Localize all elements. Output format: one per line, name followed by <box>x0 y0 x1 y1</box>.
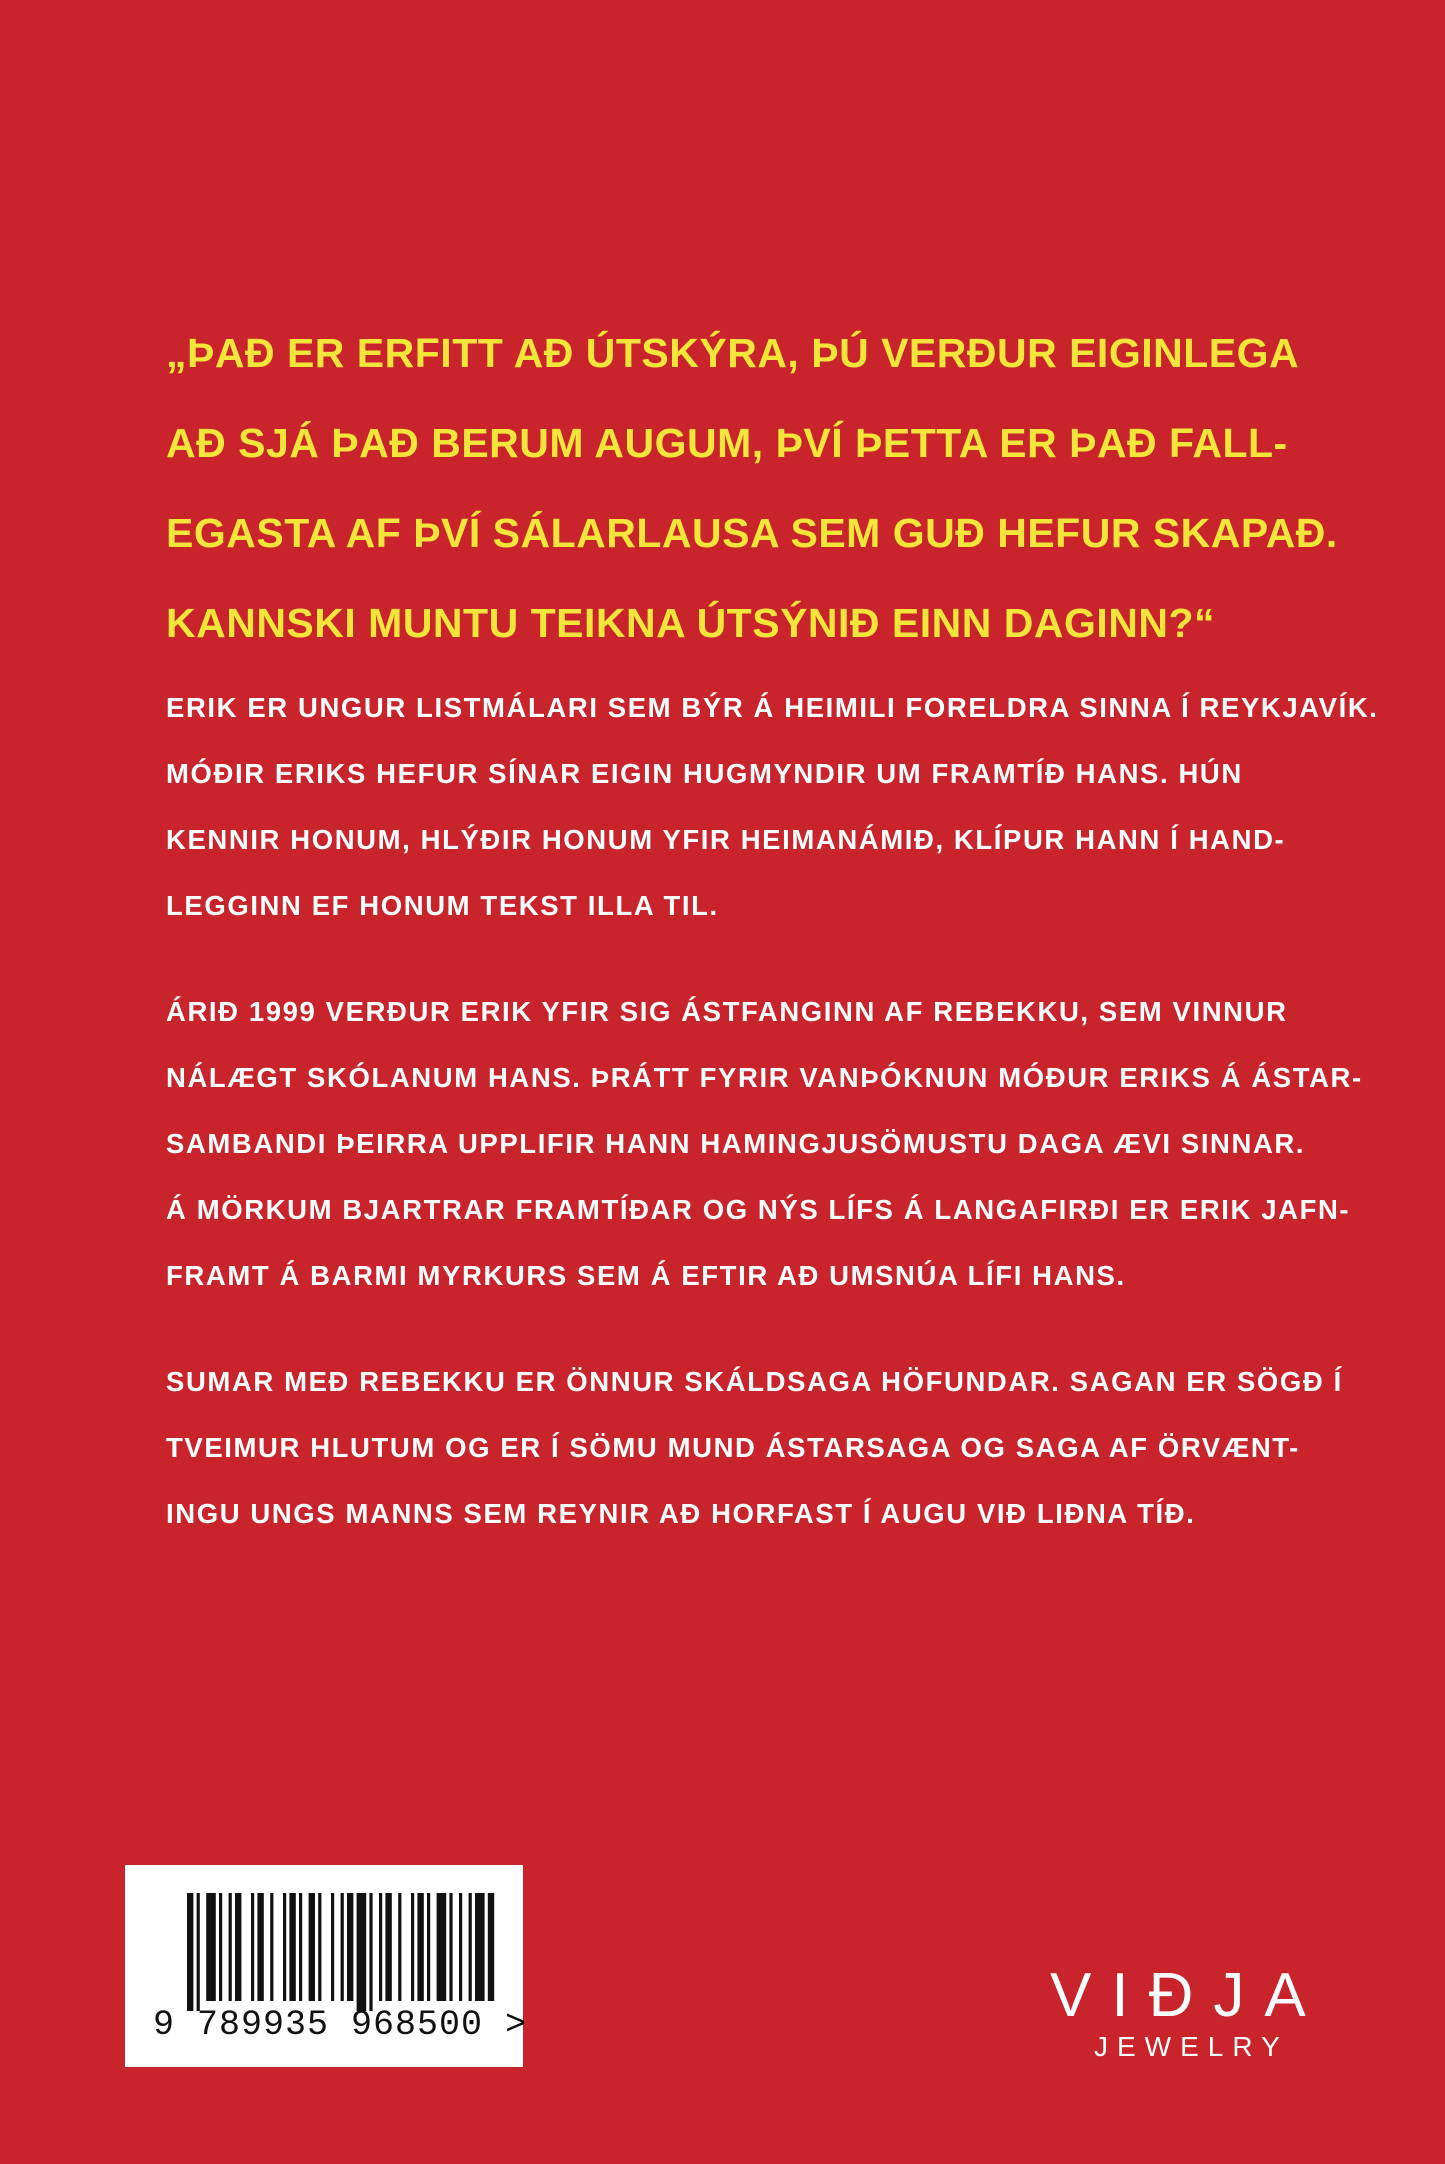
barcode-bar <box>475 1893 485 2001</box>
barcode-bar <box>379 1893 382 2001</box>
barcode-bar <box>341 1893 344 2001</box>
barcode-bar <box>398 1893 401 2001</box>
barcode-bar <box>187 1893 193 2011</box>
barcode-bar <box>219 1893 222 2001</box>
barcode-bar <box>299 1893 302 2001</box>
blurb-line: Á MÖRKUM BJARTRAR FRAMTÍÐAR OG NÝS LÍFS Á LANGAFIRÐI ER ERIK JAFN- <box>166 1194 1351 1225</box>
isbn-number: 9 789935 968500 > <box>153 2005 528 2045</box>
barcode-bar <box>289 1893 295 2001</box>
quote-line: EGASTA AF ÞVÍ SÁLARLAUSA SEM GUÐ HEFUR SKAPAÐ. <box>166 510 1338 556</box>
barcode-bar <box>251 1893 254 2001</box>
blurb-line: NÁLÆGT SKÓLANUM HANS. ÞRÁTT FYRIR VANÞÓKNUN MÓÐUR ERIKS Á ÁSTAR- <box>166 1062 1363 1093</box>
blurb-line: SAMBANDI ÞEIRRA UPPLIFIR HANN HAMINGJUSÖMUSTU DAGA ÆVI SINNAR. <box>166 1128 1306 1159</box>
blurb-line: SUMAR MEÐ REBEKKU ER ÖNNUR SKÁLDSAGA HÖFUNDAR. SAGAN ER SÖGÐ Í <box>166 1366 1343 1397</box>
barcode-bar <box>427 1893 430 2001</box>
barcode-bar <box>417 1893 423 2001</box>
barcode-bar <box>469 1893 472 2001</box>
quote-line: „ÞAÐ ER ERFITT AÐ ÚTSKÝRA, ÞÚ VERÐUR EIGINLEGA <box>166 330 1300 376</box>
barcode-bar <box>347 1893 353 2001</box>
blurb-line: ÁRIÐ 1999 VERÐUR ERIK YFIR SIG ÁSTFANGINN AF REBEKKU, SEM VINNUR <box>166 996 1288 1027</box>
quote-line: KANNSKI MUNTU TEIKNA ÚTSÝNIÐ EINN DAGINN?“ <box>166 600 1216 646</box>
pull-quote <box>166 308 1338 668</box>
blurb-line: LEGGINN EF HONUM TEKST ILLA TIL. <box>166 890 719 921</box>
blurb-paragraph-1 <box>166 675 1379 939</box>
quote-line: AÐ SJÁ ÞAÐ BERUM AUGUM, ÞVÍ ÞETTA ER ÞAÐ FALL- <box>166 420 1288 466</box>
barcode-bar <box>369 1893 372 2011</box>
blurb-paragraph-2 <box>166 979 1363 1309</box>
blurb-line: ERIK ER UNGUR LISTMÁLARI SEM BÝR Á HEIMILI FORELDRA SINNA Í REYKJAVÍK. <box>166 692 1379 723</box>
blurb-line: FRAMT Á BARMI MYRKURS SEM Á EFTIR AÐ UMSNÚA LÍFI HANS. <box>166 1260 1126 1291</box>
barcode-bar <box>449 1893 452 2001</box>
barcode-bar <box>437 1893 447 2001</box>
barcode-bar <box>411 1893 414 2001</box>
barcode-bar <box>197 1893 200 2011</box>
publisher-logo-sub: JEWELRY <box>1094 2031 1289 2062</box>
blurb-paragraph-3 <box>166 1349 1343 1547</box>
barcode-bar <box>459 1893 462 2001</box>
publisher-logo-main: VIÐJA <box>1050 1961 1326 2030</box>
blurb-line: TVEIMUR HLUTUM OG ER Í SÖMU MUND ÁSTARSAGA OG SAGA AF ÖRVÆNT- <box>166 1432 1300 1463</box>
barcode-bar <box>488 1893 494 2001</box>
barcode-bar <box>318 1893 321 2001</box>
blurb-line: KENNIR HONUM, HLÝÐIR HONUM YFIR HEIMANÁMIÐ, KLÍPUR HANN Í HAND- <box>166 824 1286 855</box>
publisher-logo <box>1032 1961 1326 2063</box>
barcode-bar <box>309 1893 315 2001</box>
barcode-bar <box>331 1893 334 2001</box>
barcode-bar <box>357 1893 367 2011</box>
barcode-bar <box>270 1893 273 2001</box>
isbn-barcode <box>125 1865 528 2067</box>
barcode-bar <box>229 1893 232 2001</box>
barcode-bar <box>385 1893 391 2001</box>
blurb-line: MÓÐIR ERIKS HEFUR SÍNAR EIGIN HUGMYNDIR UM FRAMTÍÐ HANS. HÚN <box>166 758 1243 789</box>
barcode-bar <box>235 1893 241 2001</box>
barcode-bar <box>206 1893 216 2001</box>
barcode-bar <box>283 1893 286 2001</box>
blurb-line: INGU UNGS MANNS SEM REYNIR AÐ HORFAST Í AUGU VIÐ LIÐNA TÍÐ. <box>166 1498 1196 1529</box>
barcode-bar <box>257 1893 263 2001</box>
